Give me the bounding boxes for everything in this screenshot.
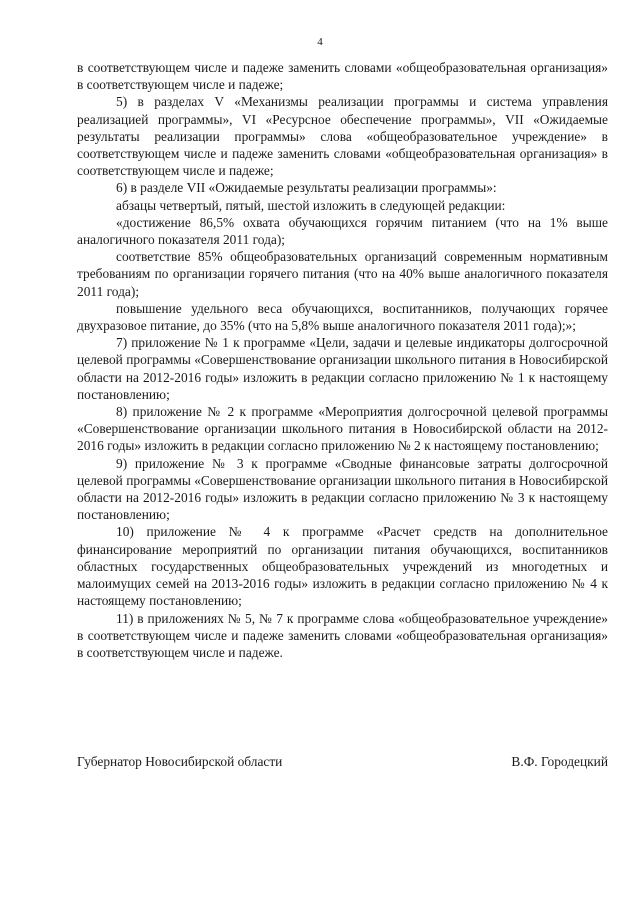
- page-number: 4: [317, 36, 323, 48]
- paragraph-abzacy: абзацы четвертый, пятый, шестой изложить в следующей редакции:: [116, 197, 506, 213]
- paragraph-continuation: в соответствующем числе и падеже заменить словами «общеобразовательная организация» в соответствующем числе и падеже;: [77, 60, 608, 93]
- paragraph-item-5: 5) в разделах V «Механизмы реализации программы и система управления реализацией программы», VI «Ресурсное обеспечение программы», VII «Ожидаемые результаты реализации программы» слова «общеобразовательное учреждение» в соответствующем числе и падеже заменить словами «общеобразовательная организация» в соответствующем числе и падеже;: [77, 94, 608, 179]
- paragraph-item-11: 11) в приложениях № 5, № 7 к программе слова «общеобразовательное учреждение» в соответствующем числе и падеже заменить словами «общеобразовательная организация» в соответствующем числе и падеже.: [77, 610, 608, 660]
- signatory-name: В.Ф. Городецкий: [511, 754, 608, 769]
- paragraph-quote-2: соответствие 85% общеобразовательных организаций современным нормативным требованиям по организации горячего питания (что на 40% выше аналогичного показателя 2011 года);: [77, 249, 608, 299]
- paragraph-quote-1: «достижение 86,5% охвата обучающихся горячим питанием (что на 1% выше аналогичного показателя 2011 года);: [77, 214, 608, 248]
- paragraph-item-8: 8) приложение № 2 к программе «Мероприятия долгосрочной целевой программы «Совершенствование организации школьного питания в Новосибирской области на 2012-2016 годы» изложить в редакции согласно приложению № 2 к настоящему постановлению;: [77, 404, 608, 454]
- paragraph-item-9: 9) приложение № 3 к программе «Сводные финансовые затраты долгосрочной целевой программы «Совершенствование организации школьного питания в Новосибирской области на 2012-2016 годы» изложить в редакции согласно приложению № 3 к настоящему постановлению;: [77, 455, 608, 523]
- document-body: [77, 59, 608, 661]
- signatory-position: Губернатор Новосибирской области: [77, 754, 283, 769]
- paragraph-quote-3: повышение удельного веса обучающихся, воспитанников, получающих горячее двухразовое питание, до 35% (что на 5,8% выше аналогичного показателя 2011 года);»;: [77, 300, 608, 334]
- paragraph-item-7: 7) приложение № 1 к программе «Цели, задачи и целевые индикаторы долгосрочной целевой программы «Совершенствование организации школьного питания в Новосибирской области на 2012-2016 годы» изложить в редакции согласно приложению № 1 к настоящему постановлению;: [77, 335, 608, 402]
- paragraph-item-6: 6) в разделе VII «Ожидаемые результаты реализации программы»:: [116, 180, 497, 196]
- paragraph-item-10: 10) приложение № 4 к программе «Расчет средств на дополнительное финансирование мероприятий по организации питания обучающихся, воспитанников областных государственных общеобразовательных учреждений из многодетных и малоимущих семей на 2013-2016 годы» изложить в редакции согласно приложению № 4 к настоящему постановлению;: [77, 524, 608, 609]
- signature-block: [77, 753, 608, 770]
